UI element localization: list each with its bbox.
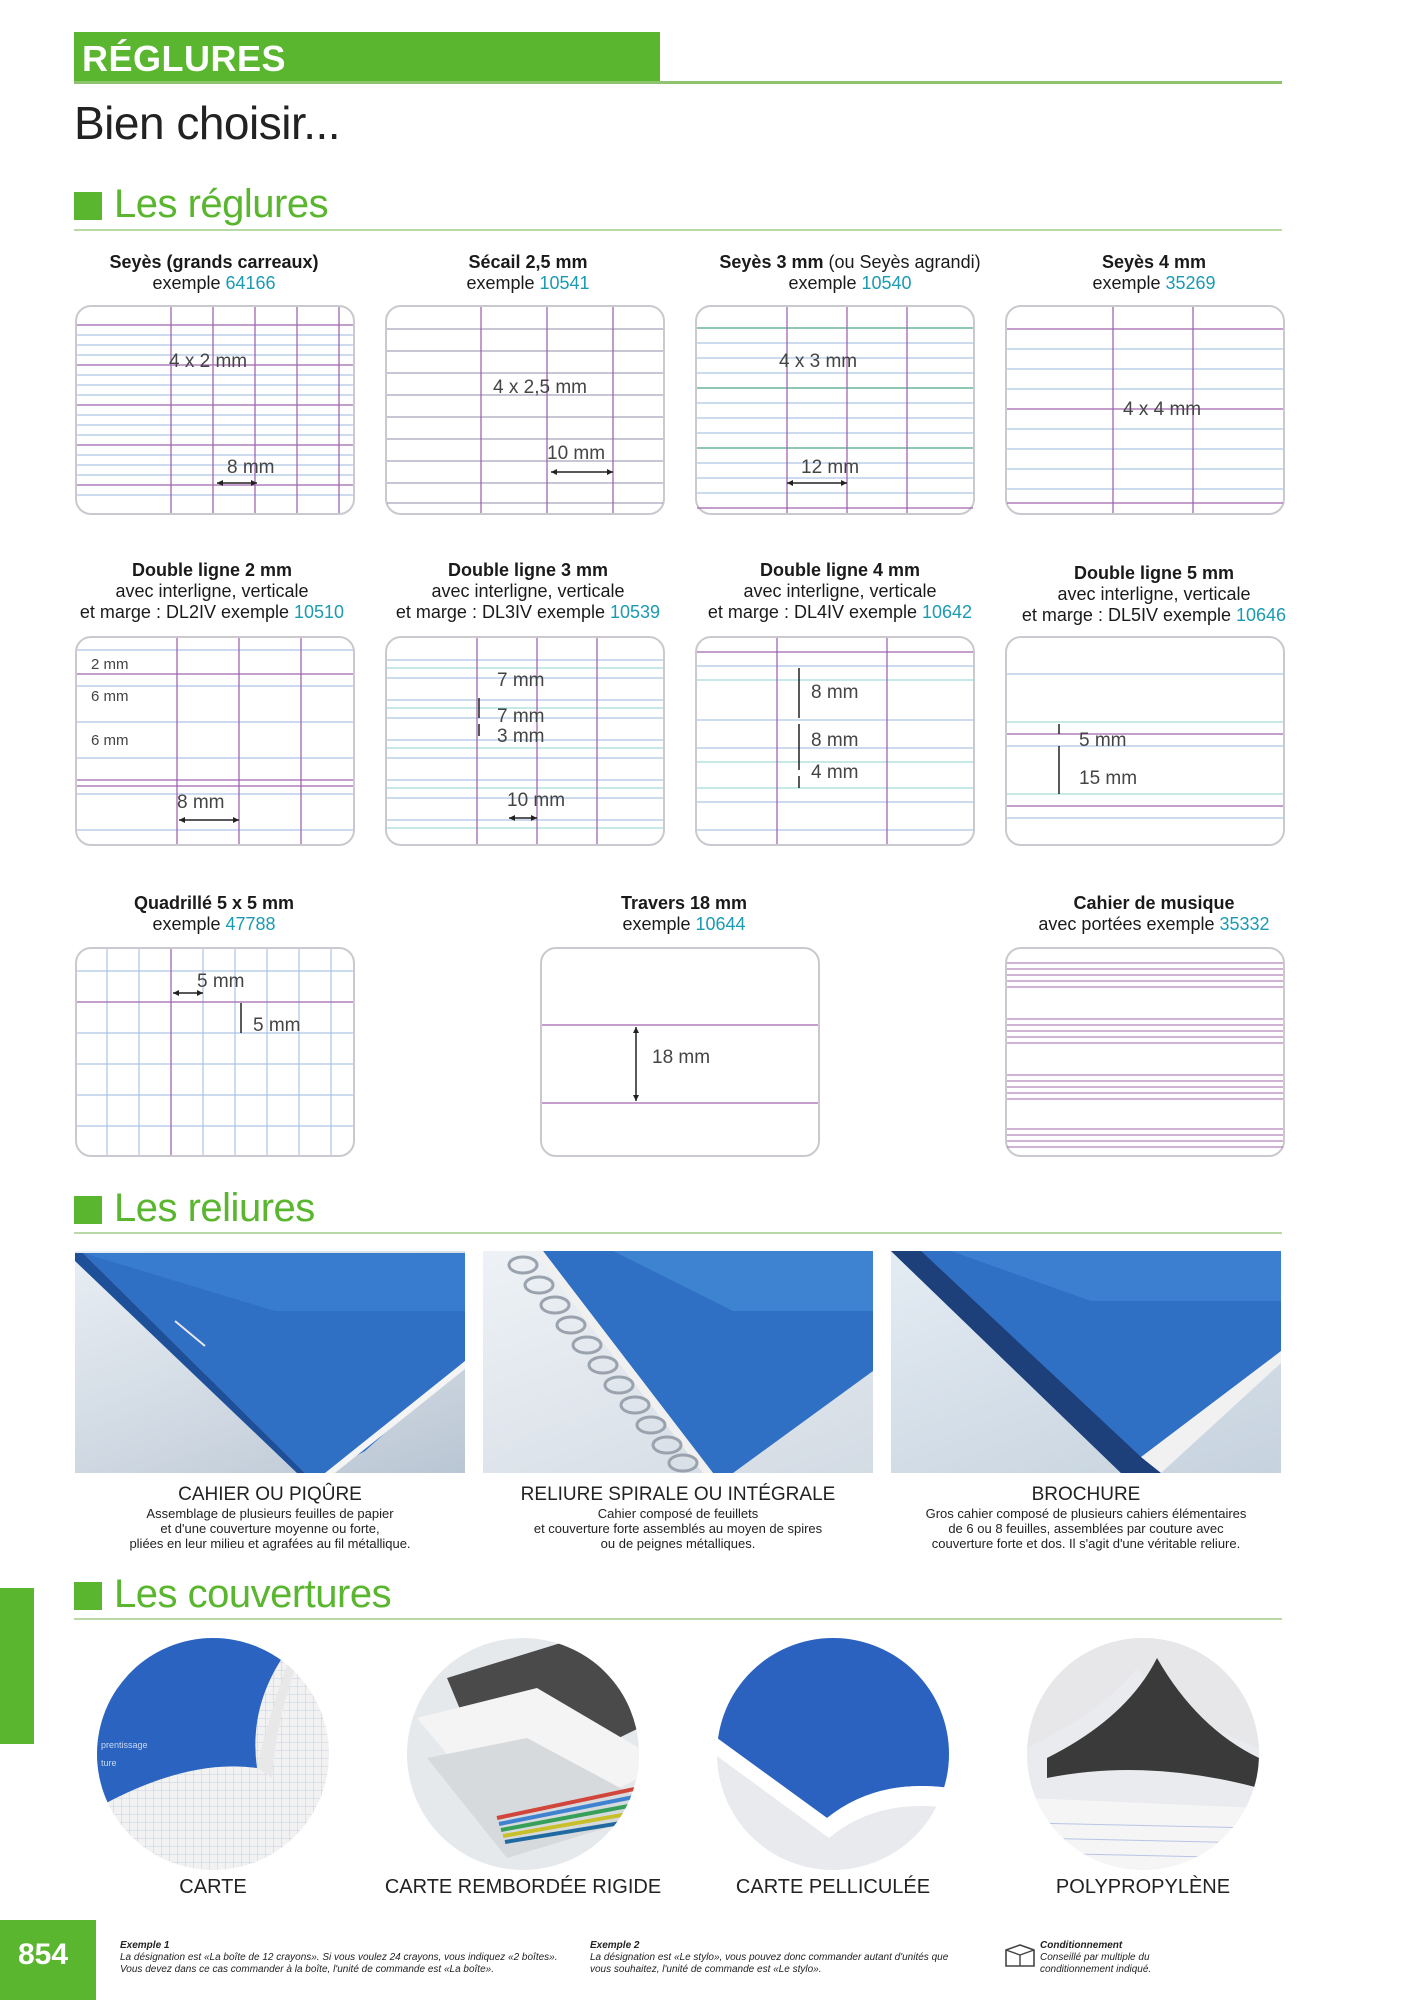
section-rule [74,229,1282,231]
ruling-caption: Double ligne 2 mm avec interligne, verticale et marge : DL2IV exemple 10510 [79,560,345,622]
ruling-caption: Double ligne 3 mm avec interligne, verticale et marge : DL3IV exemple 10539 [395,560,661,622]
ruling-label: 12 mm [801,457,860,478]
ruling-caption: Seyès 4 mm exemple 35269 [1092,252,1216,293]
ruling-seyes [75,305,355,515]
ruling-label: 4 x 2,5 mm [493,377,587,398]
binding-caption: CAHIER OU PIQÛRE Assemblage de plusieurs feuilles de papier et d'une couverture moyenne ou forte, pliées en leur milieu et agrafées au fil métallique. [129,1484,411,1551]
binding-photo-piqure [75,1251,465,1473]
section-title: RÉGLURES [82,38,287,79]
page-number-tab [0,1920,96,2000]
ruling-label: 5 mm [253,1015,301,1036]
ruling-label: 7 mm [497,706,545,727]
ruling-caption: Double ligne 4 mm avec interligne, verticale et marge : DL4IV exemple 10642 [707,560,973,622]
page-number: 854 [18,1938,69,1971]
ruling-label: 15 mm [1079,768,1138,789]
ruling-label: 6 mm [91,688,129,705]
section-rule [74,1618,1282,1620]
ruling-label: 8 mm [811,682,859,703]
footer-example-2: Exemple 2 La désignation est «Le stylo», vous pouvez donc commander autant d'unités que vous souhaitez, l'unité de commande est «Le stylo». [590,1940,949,1975]
section-banner [74,32,660,82]
ruling-secail [385,305,665,515]
ruling-double-ligne-4mm [695,636,975,846]
ruling-label: 8 mm [177,792,225,813]
cover-photo-carte [97,1638,329,1870]
cover-caption: CARTE REMBORDÉE RIGIDE [384,1876,662,1898]
ruling-caption: Seyès (grands carreaux) exemple 64166 [109,252,319,293]
cover-caption: CARTE [179,1876,247,1898]
ruling-label: 10 mm [547,443,606,464]
ruling-label: 4 x 4 mm [1123,399,1202,420]
ruling-label: 4 x 2 mm [169,351,248,372]
ruling-label: 8 mm [227,457,275,478]
binding-photo-spirale [483,1251,873,1473]
ruling-label: 5 mm [197,971,245,992]
ruling-label: 2 mm [91,656,129,673]
cover-photo-polypropylene [1027,1638,1259,1870]
banner-rule [74,81,1282,84]
ruling-label: 18 mm [652,1047,711,1068]
footer-conditionnement: Conditionnement Conseillé par multiple du conditionnement indiqué. [1040,1940,1152,1975]
ruling-caption: Cahier de musique avec portées exemple 35332 [1038,893,1270,934]
ruling-label: 3 mm [497,726,545,747]
ruling-double-ligne-3mm [385,636,665,846]
section-rule [74,1232,1282,1234]
ruling-caption: Seyès 3 mm (ou Seyès agrandi) exemple 10540 [719,252,981,293]
binding-photo-brochure [891,1251,1281,1473]
footer-example-1: Exemple 1 La désignation est «La boîte de 12 crayons». Si vous voulez 24 crayons, vous indiquez «2 boîtes». Vous devez dans ce cas commander à la boîte, l'unité de commande est «La boîte». [120,1940,558,1975]
side-tab [0,1588,34,1744]
binding-caption: BROCHURE Gros cahier composé de plusieurs cahiers élémentaires de 6 ou 8 feuilles, assemblées par couture avec couverture forte et dos. Il s'agit d'une véritable reliure. [925,1484,1247,1551]
ruling-label: 7 mm [497,670,545,691]
ruling-label: 8 mm [811,730,859,751]
ruling-label: 5 mm [1079,730,1127,751]
ruling-label: 4 x 3 mm [779,351,858,372]
ruling-caption: Quadrillé 5 x 5 mm exemple 47788 [133,893,295,934]
ruling-musique [1005,947,1285,1157]
box-icon [1000,1942,1040,1970]
ruling-label: 10 mm [507,790,566,811]
ruling-double-ligne-2mm [75,636,355,846]
binding-caption: RELIURE SPIRALE OU INTÉGRALE Cahier composé de feuillets et couverture forte assemblés au moyen de spires ou de peignes métalliques. [520,1484,836,1551]
page-title: Bien choisir... [74,97,341,149]
ruling-caption: Sécail 2,5 mm exemple 10541 [466,252,590,293]
cover-caption: CARTE PELLICULÉE [735,1876,931,1898]
ruling-double-ligne-5mm [1005,636,1285,846]
ruling-travers [540,947,820,1157]
cover-print-text: prentissage [101,1740,148,1750]
ruling-caption: Double ligne 5 mm avec interligne, verticale et marge : DL5IV exemple 10646 [1021,563,1287,625]
ruling-caption: Travers 18 mm exemple 10644 [620,893,748,934]
cover-caption: POLYPROPYLÈNE [1055,1876,1231,1898]
ruling-label: 6 mm [91,732,129,749]
ruling-seyes-4mm [1005,305,1285,515]
cover-print-text: ture [101,1758,117,1768]
ruling-label: 4 mm [811,762,859,783]
cover-photo-rembordee [407,1638,639,1870]
ruling-quadrille [75,947,355,1157]
cover-photo-pelliculee [717,1638,949,1870]
ruling-seyes-3mm [695,305,975,515]
